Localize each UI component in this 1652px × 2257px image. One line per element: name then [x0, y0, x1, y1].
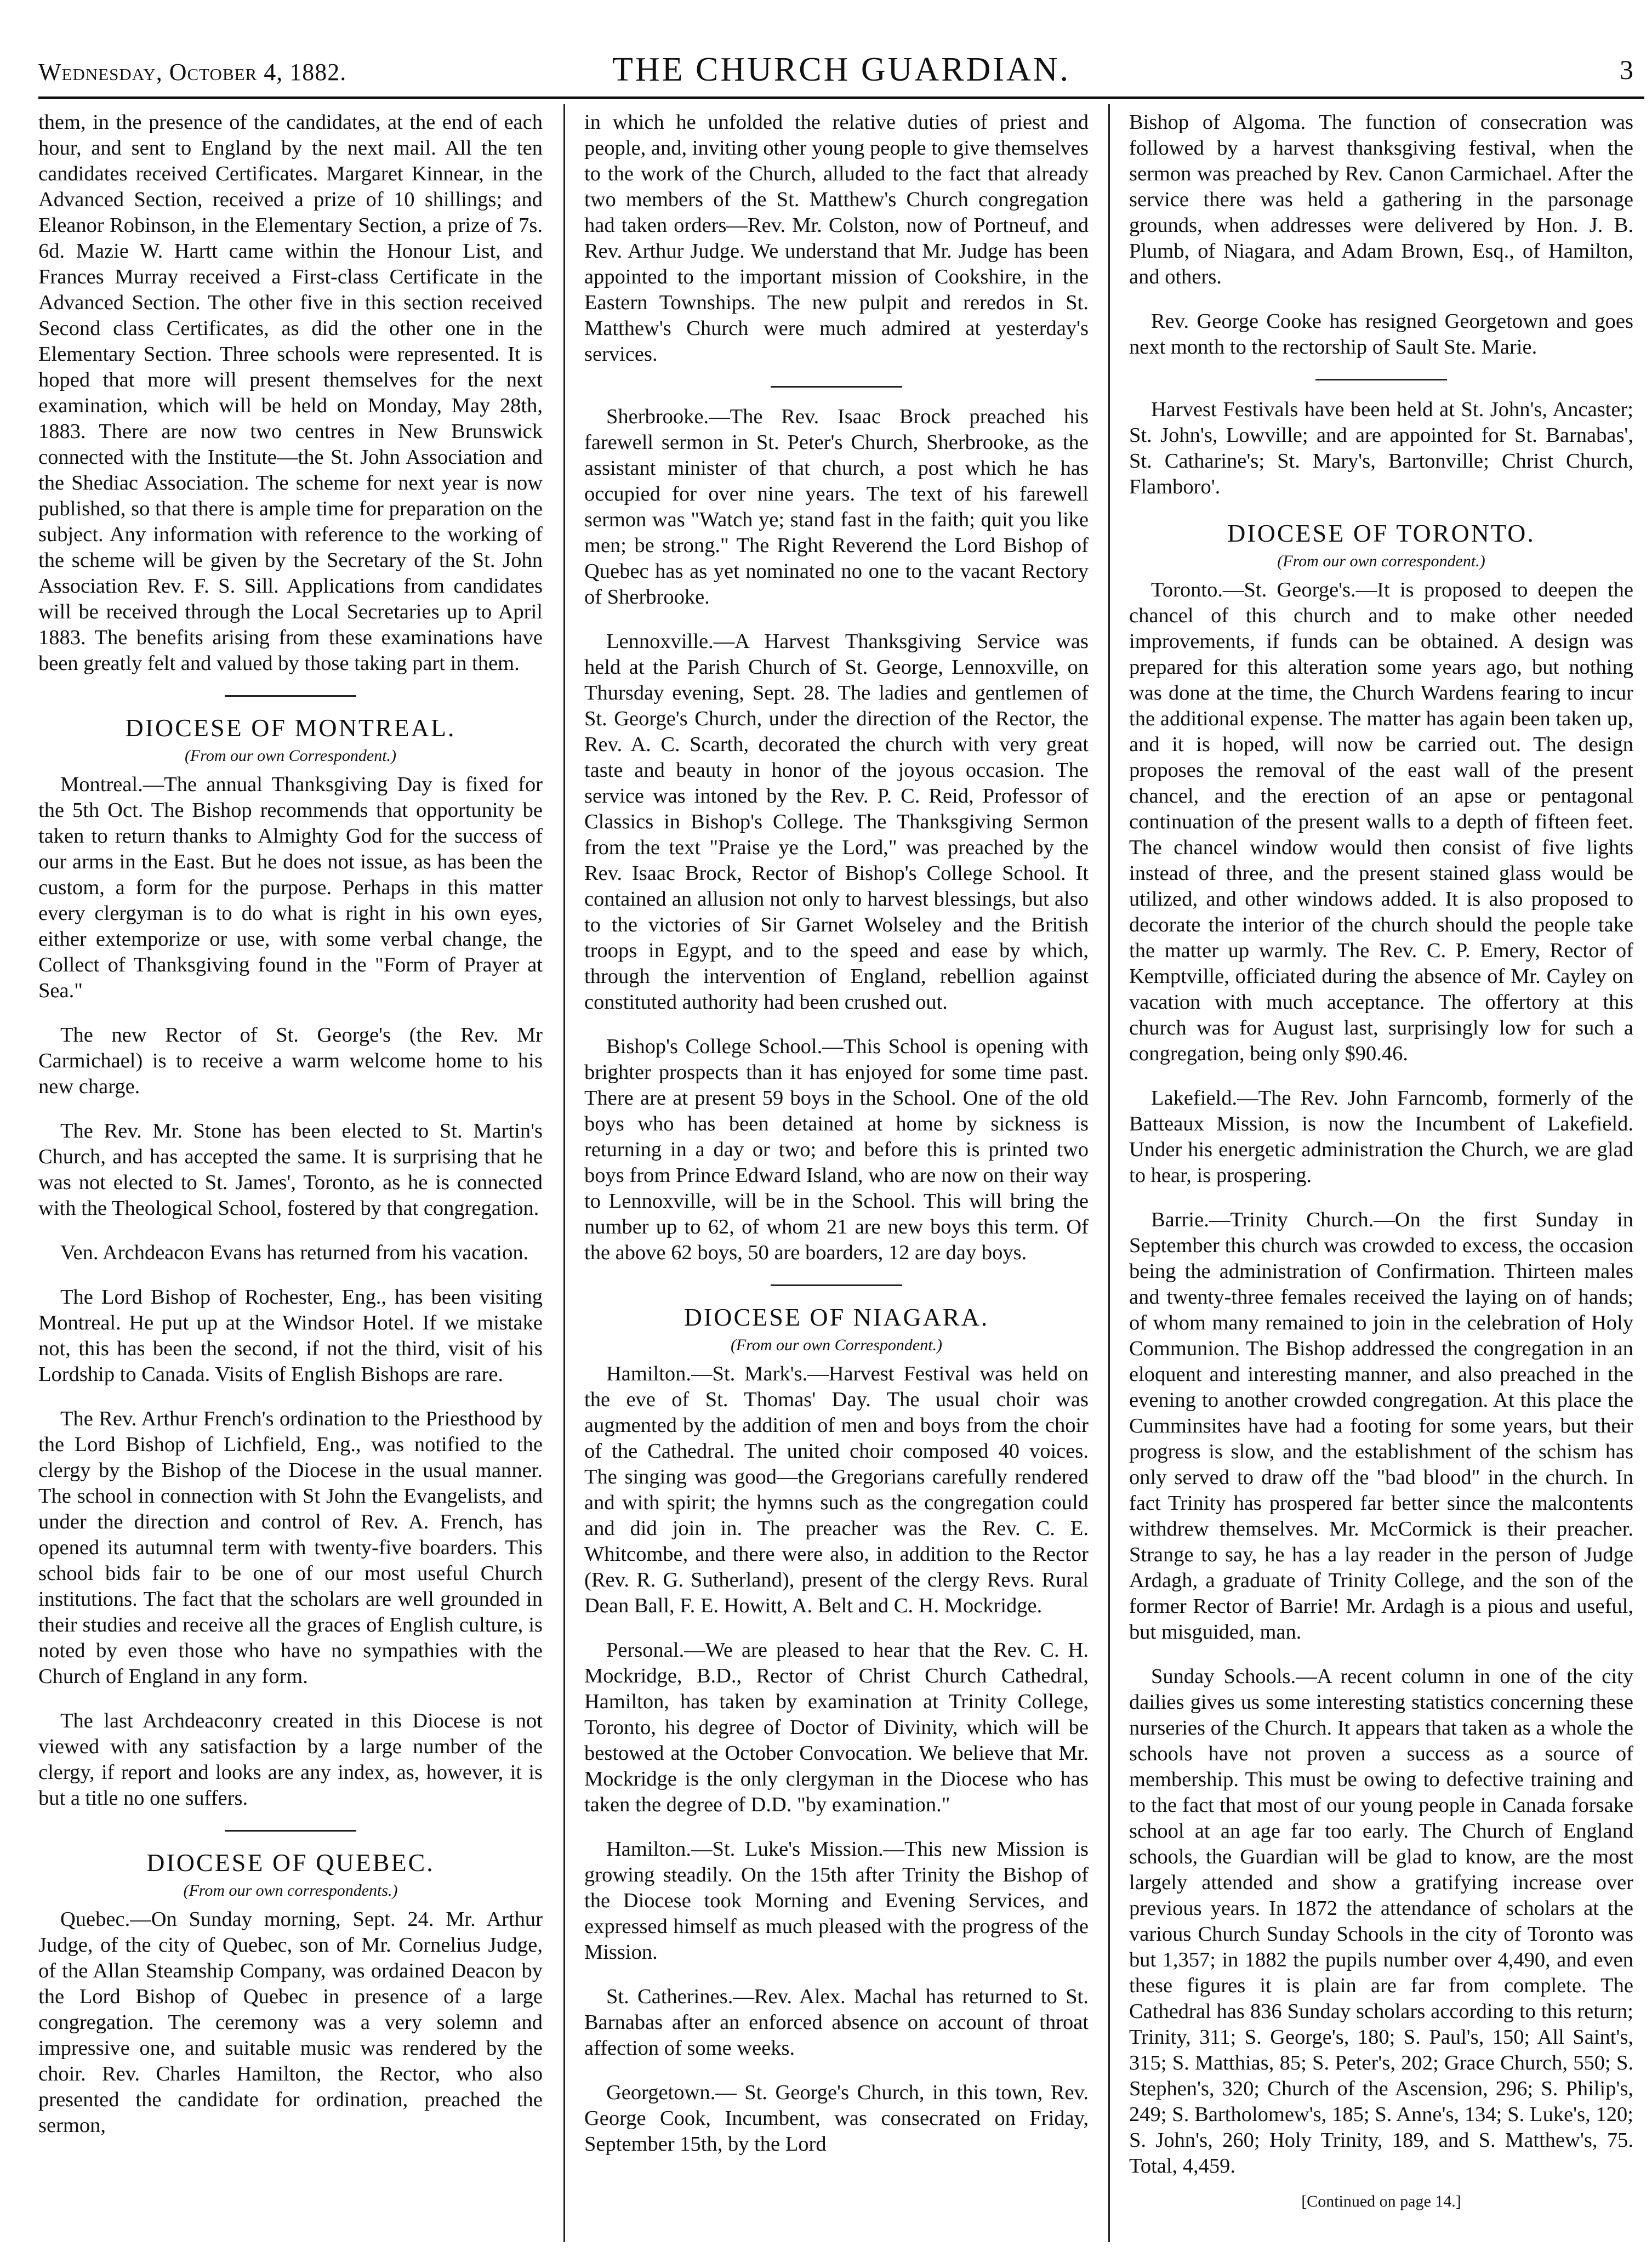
article-paragraph: them, in the presence of the candidates, at the end of each hour, and sent to England by the next mail. All the ten candidates received Certificates. Margaret Kinnear, in the Advanced Section, received a prize of 10 shillings; and Eleanor Robinson, in the Elementary Section, a prize of 7s. 6d. Mazie W. Hartt came within the Honour List, and Frances Murray received a First-class Certificate in the Advanced Section. The other five in this section received Second class Certificates, as did the other one in the Elementary Section. Three schools were represented. It is hoped that more will present themselves for the next examination, which will be held on Monday, May 28th, 1883. There are now two centres in New Brunswick connected with the Institute—the St. John Association and the Shediac Association. The scheme for next year is now published, so that there is ample time for preparation on the subject. Any information with reference to the working of the scheme will be given by the Secretary of the St. John Association Rev. F. S. Sill. Applications from candidates will be received through the Local Secretaries up to April 1883. The benefits arising from these examinations have been greatly felt and valued by those taking part in them.: [38, 111, 543, 675]
masthead-title: THE CHURCH GUARDIAN.: [612, 51, 1071, 88]
article-paragraph: Lennoxville.—A Harvest Thanksgiving Service was held at the Parish Church of St. George, Lennoxville, on Thursday evening, Sept. 28. The ladies and gentlemen of St. George's Church, under the direction of the Rector, the Rev. A. C. Scarth, decorated the church with very great taste and beauty in honor of the joyous occasion. The service was intoned by the Rev. P. C. Reid, Professor of Classics in Bishop's College. The Thanksgiving Sermon from the text "Praise ye the Lord," was preached by the Rev. Isaac Brock, Rector of Bishop's College School. It contained an allusion not only to harvest blessings, but also to the victories of Sir Garnet Wolseley and the British troops in Egypt, and to the speed and ease by which, through the intervention of England, rebellion against constituted authority had been crushed out.: [584, 630, 1089, 1014]
article-paragraph: The Rev. Arthur French's ordination to the Priesthood by the Lord Bishop of Lichfield, Eng., was notified to the clergy by the Bishop of the Diocese in the usual manner. The school in connection with St John the Evangelists, and under the direction and control of Rev. A. French, has opened its autumnal term with twenty-five boarders. This school bids fair to be one of our most useful Church institutions. The fact that the scholars are well grounded in their studies and receive all the graces of English culture, is noted by even those who have no sympathies with the Church of England in any form.: [38, 1407, 543, 1688]
column-2: [584, 110, 1089, 2248]
diocese-heading: DIOCESE OF MONTREAL.: [125, 714, 456, 742]
article-paragraph: Hamilton.—St. Luke's Mission.—This new Mission is growing steadily. On the 15th after Trinity the Bishop of the Diocese took Morning and Evening Services, and expressed himself as much pleased with the progress of the Mission.: [584, 1838, 1089, 1964]
section-separator: [771, 386, 902, 388]
article-paragraph: Sunday Schools.—A recent column in one of the city dailies gives us some interesting statistics concerning these nurseries of the Church. It appears that taken as a whole the schools have not proven a success as a source of membership. This must be owing to defective training and to the fact that most of our young people in Canada forsake school at an age far too early. The Church of England schools, the Guardian will be glad to know, are the most largely attended and show a gratifying increase over previous years. In 1872 the attendance of scholars at the various Church Sunday Schools in the city of Toronto was but 1,357; in 1882 the pupils number over 4,490, and even these figures it is plain are far from complete. The Cathedral has 836 Sunday scholars according to this return; Trinity, 311; S. George's, 180; S. Paul's, 150; All Saint's, 315; S. Matthias, 85; S. Peter's, 202; Grace Church, 550; S. Stephen's, 320; Church of the Ascension, 296; S. Philip's, 249; S. Bartholomew's, 185; S. Anne's, 134; S. Luke's, 120; S. John's, 260; Holy Trinity, 189, and S. Matthew's, 75. Total, 4,459.: [1129, 1665, 1633, 2178]
correspondent-note: (From our own Correspondent.): [184, 747, 397, 765]
article-paragraph: Montreal.—The annual Thanksgiving Day is fixed for the 5th Oct. The Bishop recommends that opportunity be taken to return thanks to Almighty God for the success of our arms in the East. But he does not issue, as has been the custom, a form for the purpose. Perhaps in this matter every clergyman is to do what is right in his own eyes, either extemporize or use, with some verbal change, the Collect of Thanksgiving found in the "Form of Prayer at Sea.": [38, 773, 543, 1002]
article-paragraph: Harvest Festivals have been held at St. John's, Ancaster; St. John's, Lowville; and are appointed for St. Barnabas', St. Catharine's; St. Mary's, Bartonville; Christ Church, Flamboro'.: [1129, 398, 1633, 498]
article-paragraph: The Lord Bishop of Rochester, Eng., has been visiting Montreal. He put up at the Windsor Hotel. If we mistake not, this has been the second, if not the third, visit of his Lordship to Canada. Visits of English Bishops are rare.: [38, 1286, 543, 1386]
diocese-heading: DIOCESE OF QUEBEC.: [146, 1849, 435, 1877]
article-paragraph: The Rev. Mr. Stone has been elected to St. Martin's Church, and has accepted the same. It is surprising that he was not elected to St. James', Toronto, as he is connected with the Theological School, fostered by that congregation.: [38, 1119, 543, 1220]
article-paragraph: Sherbrooke.—The Rev. Isaac Brock preached his farewell sermon in St. Peter's Church, Sherbrooke, as the assistant minister of that church, a post which he has occupied for over nine years. The text of his farewell sermon was "Watch ye; stand fast in the faith; quit you like men; be strong." The Right Reverend the Lord Bishop of Quebec has as yet nominated no one to the vacant Rectory of Sherbrooke.: [584, 405, 1089, 609]
diocese-heading: DIOCESE OF TORONTO.: [1227, 519, 1535, 547]
correspondent-note: (From our own Correspondent.): [730, 1336, 943, 1354]
page-header: [38, 38, 1644, 99]
column-3: [1129, 110, 1633, 2248]
article-paragraph: Quebec.—On Sunday morning, Sept. 24. Mr. Arthur Judge, of the city of Quebec, son of Mr. Cornelius Judge, of the Allan Steamship Company, was ordained Deacon by the Lord Bishop of Quebec in presence of a large congregation. The ceremony was a very solemn and impressive one, and suitable music was rendered by the choir. Rev. Charles Hamilton, the Rector, who also presented the candidate for ordination, preached the sermon,: [38, 1908, 543, 2137]
article-paragraph: Hamilton.—St. Mark's.—Harvest Festival was held on the eve of St. Thomas' Day. The usual choir was augmented by the addition of men and boys from the choir of the Cathedral. The united choir composed 40 voices. The singing was good—the Gregorians carefully rendered and with spirit; the hymns such as the congregation could and did join in. The preacher was the Rev. C. E. Whitcombe, and there were also, in addition to the Rector (Rev. R. G. Sutherland), present of the clergy Revs. Rural Dean Ball, F. E. Howitt, A. Belt and C. H. Mockridge.: [584, 1362, 1089, 1617]
column-divider: [1108, 104, 1110, 2242]
article-paragraph: Barrie.—Trinity Church.—On the first Sunday in September this church was crowded to excess, the occasion being the administration of Confirmation. Thirteen males and twenty-three females received the laying on of hands; of whom many remained to join in the celebration of Holy Communion. The Bishop addressed the congregation in an eloquent and interesting manner, and also preached in the evening to another crowded congregation. At this place the Cumminsites have had a footing for some years, but their progress is slow, and the establishment of the schism has only served to draw off the "bad blood" in the church. In fact Trinity has prospered far better since the malcontents withdrew themselves. Mr. McCormick is their preacher. Strange to say, he has a lay reader in the person of Judge Ardagh, a graduate of Trinity College, and the son of the former Rector of Barrie! Mr. Ardagh is a pious and useful, but misguided, man.: [1129, 1208, 1633, 1644]
article-paragraph: Bishop's College School.—This School is opening with brighter prospects than it has enjoyed for some time past. There are at present 59 boys in the School. One of the old boys who has been detained at home by sickness is returning in a day or two; and before this is printed two boys from Prince Edward Island, who are now on their way to Lennoxville, will be in the School. This will bring the number up to 62, of whom 21 are new boys this term. Of the above 62 boys, 50 are boarders, 12 are day boys.: [584, 1035, 1089, 1264]
article-paragraph: Bishop of Algoma. The function of consecration was followed by a harvest thanksgiving festival, when the sermon was preached by Rev. Canon Carmichael. After the service there was held a gathering in the parsonage grounds, when addresses were delivered by Hon. J. B. Plumb, of Niagara, and Adam Brown, Esq., of Hamilton, and others.: [1129, 111, 1633, 288]
article-paragraph: The last Archdeaconry created in this Diocese is not viewed with any satisfaction by a large number of the clergy, if report and looks are any index, as, however, it is but a title no one suffers.: [38, 1709, 543, 1810]
issue-date: Wednesday, October 4, 1882.: [38, 59, 347, 86]
column-divider: [563, 104, 565, 2242]
section-separator: [225, 1830, 356, 1832]
article-paragraph: The new Rector of St. George's (the Rev. Mr Carmichael) is to receive a warm welcome home to his new charge.: [38, 1024, 543, 1098]
correspondent-note: (From our own correspondent.): [1277, 552, 1485, 570]
correspondent-note: (From our own correspondents.): [183, 1881, 398, 1900]
section-separator: [1315, 379, 1447, 380]
continued-note: [Continued on page 14.]: [1301, 2192, 1461, 2210]
section-separator: [225, 695, 356, 697]
section-separator: [771, 1284, 902, 1286]
article-paragraph: Ven. Archdeacon Evans has returned from his vacation.: [60, 1241, 529, 1264]
article-paragraph: in which he unfolded the relative duties of priest and people, and, inviting other young people to give themselves to the work of the Church, alluded to the fact that already two members of the St. Matthew's Church congregation had taken orders—Rev. Mr. Colston, now of Portneuf, and Rev. Arthur Judge. We understand that Mr. Judge has been appointed to the important mission of Cookshire, in the Eastern Townships. The new pulpit and reredos in St. Matthew's Church were much admired at yesterday's services.: [584, 111, 1089, 366]
article-paragraph: Rev. George Cooke has resigned Georgetown and goes next month to the rectorship of Sault Ste. Marie.: [1129, 310, 1633, 359]
page-number: 3: [1620, 54, 1633, 85]
newspaper-page: [38, 38, 1644, 2253]
article-paragraph: Personal.—We are pleased to hear that the Rev. C. H. Mockridge, B.D., Rector of Christ Church Cathedral, Hamilton, has taken by examination at Trinity College, Toronto, his degree of Doctor of Divinity, which will be bestowed at the October Convocation. We believe that Mr. Mockridge is the only clergyman in the Diocese who has taken the degree of D.D. "by examination.": [584, 1639, 1089, 1816]
article-paragraph: Lakefield.—The Rev. John Farncomb, formerly of the Batteaux Mission, is now the Incumbent of Lakefield. Under his energetic administration the Church, we are glad to hear, is prospering.: [1129, 1087, 1633, 1187]
diocese-heading: DIOCESE OF NIAGARA.: [683, 1303, 989, 1331]
header-rule: [38, 96, 1644, 99]
column-1: [38, 110, 543, 2248]
article-paragraph: Toronto.—St. George's.—It is proposed to deepen the chancel of this church and to make other needed improvements, if funds can be obtained. A design was prepared for this alteration some years ago, but nothing was done at the time, the Church Wardens fearing to incur the additional expense. The matter has again been taken up, and it is hoped, will now be carried out. The design proposes the removal of the east wall of the present chancel, and the erection of an apse or pentagonal continuation of the present walls to a depth of fifteen feet. The chancel window would then consist of five lights instead of three, and the present stained glass would be utilized, and other windows added. It is also proposed to decorate the interior of the church should the people take the matter up warmly. The Rev. C. P. Emery, Rector of Kemptville, officiated during the absence of Mr. Cayley on vacation with much acceptance. The offertory at this church was for August last, surprisingly low for such a congregation, being only $90.46.: [1129, 578, 1633, 1065]
article-paragraph: Georgetown.— St. George's Church, in this town, Rev. George Cook, Incumbent, was consecrated on Friday, September 15th, by the Lord: [584, 2081, 1089, 2156]
article-paragraph: St. Catherines.—Rev. Alex. Machal has returned to St. Barnabas after an enforced absence on account of throat affection of some weeks.: [584, 1985, 1089, 2060]
